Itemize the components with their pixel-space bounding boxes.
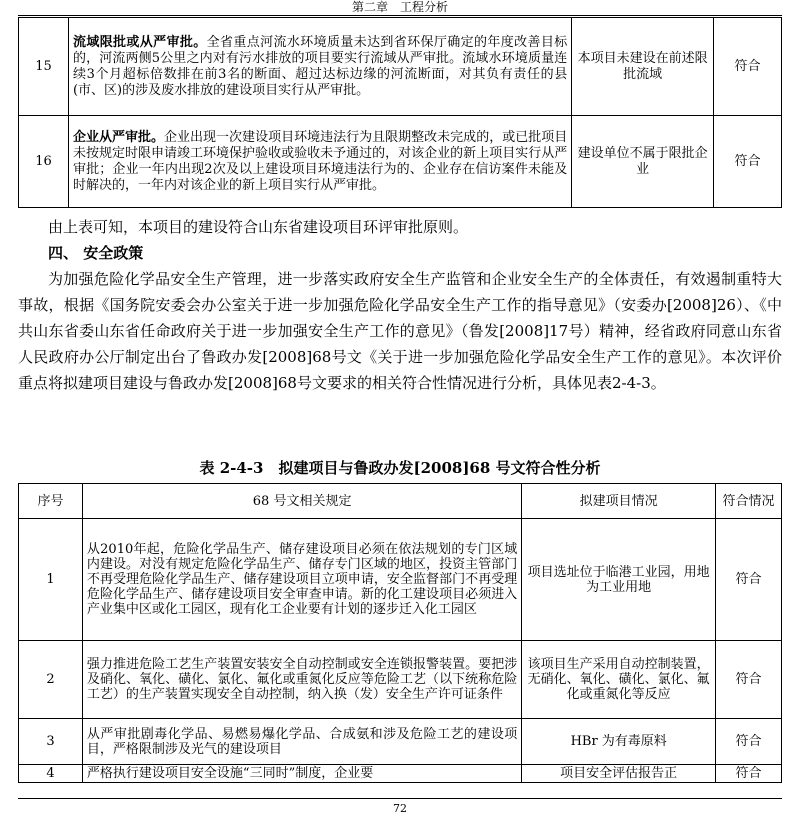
table-row bbox=[19, 765, 782, 783]
row-number: 2 bbox=[19, 641, 83, 719]
situation-cell: 建设单位不属于限批企业 bbox=[572, 116, 714, 208]
section-heading: 四、 安全政策 bbox=[48, 244, 144, 262]
body-text bbox=[18, 214, 782, 396]
col-header-conform: 符合情况 bbox=[716, 484, 782, 519]
situation-cell: HBr 为有毒原料 bbox=[522, 719, 716, 765]
rule-text: 全省重点河流水环境质量未达到省环保厅确定的年度改善目标的，河流两侧5公里之内对有污水排放的项目要实行流域从严审批。流域水环境质量连续3个月超标倍数排在前3名的断面、超过达标边缘的河流断面，对其负有责任的县(市、区)的涉及废水排放的建设项目实行从严审批。 bbox=[72, 34, 568, 98]
row-number: 15 bbox=[19, 18, 69, 116]
table-header-row bbox=[19, 484, 782, 519]
row-number: 3 bbox=[19, 719, 83, 765]
rule-lead: 流域限批或从严审批。 bbox=[72, 34, 207, 50]
table-caption: 表 2-4-3 拟建项目与鲁政办发[2008]68 号文符合性分析 bbox=[199, 459, 601, 477]
table-row bbox=[19, 641, 782, 719]
conform-cell: 符合 bbox=[716, 641, 782, 719]
table-row bbox=[19, 719, 782, 765]
rule-cell: 从2010年起，危险化学品生产、储存建设项目必须在依法规划的专门区域内建设。对没有规定危险化学品生产、储存专门区域的地区，投资主管部门不再受理危险化学品生产、储存建设项目立项申请，安全监督部门不再受理危险化学品生产、储存建设项目安全审查申请。新的化工建设项目必须进入产业集中区或化工园区，现有化工企业要有计划的逐步迁入化工园区 bbox=[82, 519, 521, 641]
header-rule bbox=[18, 15, 782, 16]
row-number: 1 bbox=[19, 519, 83, 641]
table-row bbox=[19, 519, 782, 641]
page-number: 72 bbox=[393, 802, 407, 815]
conform-cell: 符合 bbox=[714, 116, 782, 208]
table-row bbox=[19, 18, 782, 116]
situation-cell: 该项目生产采用自动控制装置，无硝化、氧化、磺化、氯化、氟化或重氮化等反应 bbox=[522, 641, 716, 719]
rule-lead: 企业从严审批。 bbox=[72, 129, 165, 145]
conform-cell: 符合 bbox=[716, 765, 782, 783]
conform-cell: 符合 bbox=[716, 719, 782, 765]
row-number: 16 bbox=[19, 116, 69, 208]
row-number: 4 bbox=[19, 765, 83, 783]
col-header-no: 序号 bbox=[19, 484, 83, 519]
conclusion-paragraph: 由上表可知，本项目的建设符合山东省建设项目环评审批原则。 bbox=[48, 218, 469, 236]
page-header bbox=[0, 0, 800, 14]
rule-cell: 严格执行建设项目安全设施“三同时”制度，企业要 bbox=[82, 765, 521, 783]
policy-table-continued bbox=[18, 17, 782, 208]
situation-cell: 本项目未建设在前述限批流域 bbox=[572, 18, 714, 116]
chapter-title: 第二章 工程分析 bbox=[351, 0, 448, 14]
situation-cell: 项目选址位于临港工业园，用地为工业用地 bbox=[522, 519, 716, 641]
situation-cell: 项目安全评估报告正 bbox=[522, 765, 716, 783]
col-header-rule: 68 号文相关规定 bbox=[82, 484, 521, 519]
footer-rule bbox=[18, 798, 782, 799]
conform-cell: 符合 bbox=[716, 519, 782, 641]
compliance-table bbox=[18, 483, 782, 783]
rule-cell: 强力推进危险工艺生产装置安装安全自动控制或安全连锁报警装置。要把涉及硝化、氧化、磺化、氯化、氟化或重氮化反应等危险工艺（以下统称危险工艺）的生产装置实现安全自动控制，纳入换（发）安全生产许可证条件 bbox=[82, 641, 521, 719]
rule-text: 企业出现一次建设项目环境违法行为且限期整改未完成的，或已批项目未按规定时限申请竣工环境保护验收或验收未予通过的，对该企业的新上项目实行从严审批；企业一年内出现2次及以上建设项目环境违法行为的、企业存在信访案件未能及时解决的，一年内对该企业的新上项目实行从严审批。 bbox=[72, 129, 568, 193]
rule-cell bbox=[68, 116, 571, 208]
col-header-situation: 拟建项目情况 bbox=[522, 484, 716, 519]
rule-cell bbox=[68, 18, 571, 116]
rule-cell: 从严审批剧毒化学品、易燃易爆化学品、合成氨和涉及危险工艺的建设项目，严格限制涉及光气的建设项目 bbox=[82, 719, 521, 765]
conform-cell: 符合 bbox=[714, 18, 782, 116]
policy-paragraph: 为加强危险化学品安全生产管理，进一步落实政府安全生产监管和企业安全生产的全体责任，有效遏制重特大事故，根据《国务院安委会办公室关于进一步加强危险化学品安全生产工作的指导意见》（安委办[2008]26）、《中共山东省委山东省任命政府关于进一步加强安全生产工作的意见》（鲁发[2008]17号）精神，经省政府同意山东省人民政府办公厅制定出台了鲁政办发[2008]68号文《关于进一步加强危险化学品安全生产工作的意见》。本次评价重点将拟建项目建设与鲁政办发[2008]68号文要求的相关符合性情况进行分析，具体见表2-4-3。 bbox=[18, 270, 782, 392]
table-row bbox=[19, 116, 782, 208]
